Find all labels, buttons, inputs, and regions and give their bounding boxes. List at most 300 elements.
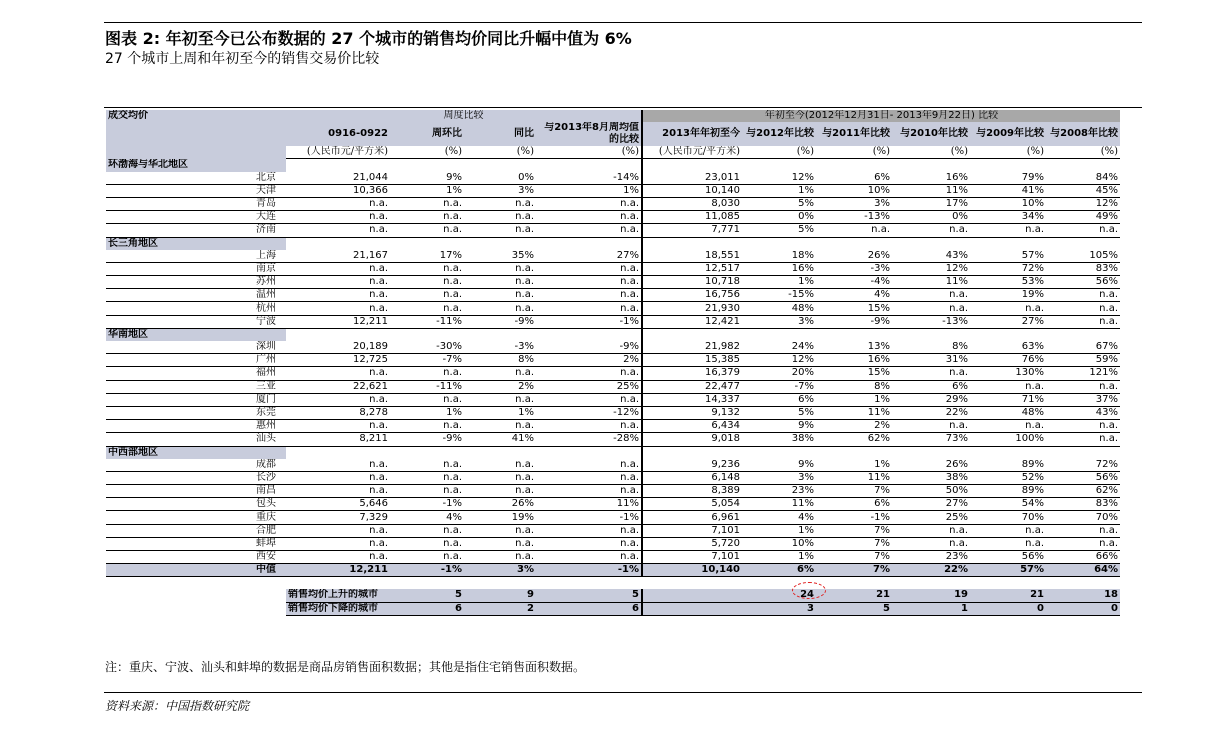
value-cell: n.a. (464, 551, 536, 564)
region-blank (464, 446, 536, 459)
value-cell: 23,011 (642, 172, 742, 185)
value-cell: n.a. (536, 537, 642, 550)
city-row (106, 459, 1120, 472)
value-cell: 72% (970, 262, 1046, 275)
unit-label: (%) (970, 146, 1046, 159)
region-blank (390, 237, 464, 250)
value-cell: 12,725 (286, 354, 390, 367)
value-cell: 3% (742, 315, 816, 328)
header-blank (106, 146, 286, 159)
value-cell: 10% (816, 184, 892, 197)
region-blank (970, 159, 1046, 172)
value-cell: 24% (742, 341, 816, 354)
header-row-columns (106, 122, 1120, 146)
source-line: 资料来源：中国指数研究院 (105, 699, 250, 713)
median-value: 7% (816, 564, 892, 577)
value-cell: 6,434 (642, 420, 742, 433)
value-cell: 8,389 (642, 485, 742, 498)
value-cell: n.a. (536, 197, 642, 210)
region-blank (816, 328, 892, 341)
column-header: 与2010年比较 (892, 122, 970, 146)
value-cell: n.a. (464, 197, 536, 210)
city-row (106, 420, 1120, 433)
value-cell: 8,211 (286, 433, 390, 446)
value-cell: 38% (892, 471, 970, 484)
value-cell: 20% (742, 367, 816, 380)
value-cell: 7,771 (642, 224, 742, 237)
value-cell: 26% (464, 498, 536, 511)
value-cell: -1% (816, 511, 892, 524)
count-blank-ytd (642, 589, 742, 602)
city-name: 广州 (106, 354, 286, 367)
value-cell: n.a. (390, 276, 464, 289)
value-cell: 15,385 (642, 354, 742, 367)
value-cell: 12,421 (642, 315, 742, 328)
count-row (106, 602, 1120, 615)
value-cell: n.a. (1046, 537, 1120, 550)
value-cell: 19% (464, 511, 536, 524)
region-blank (1046, 237, 1120, 250)
value-cell: n.a. (536, 485, 642, 498)
value-cell: 71% (970, 393, 1046, 406)
region-blank (1046, 159, 1120, 172)
value-cell: 34% (970, 211, 1046, 224)
median-value: -1% (536, 564, 642, 577)
region-blank (892, 446, 970, 459)
value-cell: 3% (742, 471, 816, 484)
value-cell: 17% (892, 197, 970, 210)
value-cell: n.a. (536, 367, 642, 380)
city-name: 厦门 (106, 393, 286, 406)
count-row (106, 589, 1120, 602)
city-name: 深圳 (106, 341, 286, 354)
value-cell: 79% (970, 172, 1046, 185)
value-cell: 25% (536, 380, 642, 393)
value-cell: 10,366 (286, 184, 390, 197)
value-cell: n.a. (286, 197, 390, 210)
value-cell: 70% (1046, 511, 1120, 524)
value-cell: 0% (742, 211, 816, 224)
value-cell: 41% (464, 433, 536, 446)
count-value: 0 (970, 602, 1046, 615)
unit-label: (%) (536, 146, 642, 159)
median-value: 22% (892, 564, 970, 577)
value-cell: n.a. (286, 485, 390, 498)
value-cell: 11,085 (642, 211, 742, 224)
value-cell: 7% (816, 537, 892, 550)
region-label: 中西部地区 (106, 446, 286, 459)
count-label: 销售均价下降的城市 (286, 602, 390, 615)
value-cell: 5,054 (642, 498, 742, 511)
city-row (106, 406, 1120, 419)
value-cell: 66% (1046, 551, 1120, 564)
region-blank (390, 328, 464, 341)
value-cell: 4% (816, 289, 892, 302)
city-row (106, 433, 1120, 446)
value-cell: n.a. (970, 380, 1046, 393)
city-row (106, 354, 1120, 367)
value-cell: 70% (970, 511, 1046, 524)
value-cell: 84% (1046, 172, 1120, 185)
city-row (106, 537, 1120, 550)
value-cell: 11% (816, 406, 892, 419)
price-comparison-table (106, 110, 1120, 616)
value-cell: n.a. (970, 420, 1046, 433)
value-cell: 0% (892, 211, 970, 224)
value-cell: 31% (892, 354, 970, 367)
count-value: 9 (464, 589, 536, 602)
value-cell: 1% (742, 276, 816, 289)
city-row (106, 341, 1120, 354)
value-cell: n.a. (536, 289, 642, 302)
value-cell: n.a. (390, 420, 464, 433)
value-cell: 56% (1046, 471, 1120, 484)
median-row (106, 564, 1120, 577)
value-cell: 11% (742, 498, 816, 511)
value-cell: n.a. (892, 224, 970, 237)
value-cell: 1% (816, 459, 892, 472)
value-cell: 52% (970, 471, 1046, 484)
median-label: 中值 (106, 564, 286, 577)
value-cell: -4% (816, 276, 892, 289)
value-cell: n.a. (464, 211, 536, 224)
value-cell: 27% (970, 315, 1046, 328)
value-cell: 1% (464, 406, 536, 419)
value-cell: n.a. (1046, 420, 1120, 433)
value-cell: 53% (970, 276, 1046, 289)
city-row (106, 302, 1120, 315)
value-cell: n.a. (892, 420, 970, 433)
count-value: 0 (1046, 602, 1120, 615)
region-label: 长三角地区 (106, 237, 286, 250)
value-cell: 59% (1046, 354, 1120, 367)
value-cell: -7% (742, 380, 816, 393)
value-cell: -9% (390, 433, 464, 446)
count-value: 2 (464, 602, 536, 615)
value-cell: 12% (1046, 197, 1120, 210)
city-row (106, 172, 1120, 185)
value-cell: n.a. (390, 551, 464, 564)
value-cell: -14% (536, 172, 642, 185)
value-cell: 45% (1046, 184, 1120, 197)
value-cell: 7,101 (642, 551, 742, 564)
city-row (106, 289, 1120, 302)
value-cell: -9% (536, 341, 642, 354)
value-cell: n.a. (390, 211, 464, 224)
value-cell: n.a. (390, 262, 464, 275)
figure-title: 图表 2: 年初至今已公布数据的 27 个城市的销售均价同比升幅中值为 6% (105, 29, 632, 48)
value-cell: -11% (390, 380, 464, 393)
median-value: 10,140 (642, 564, 742, 577)
value-cell: n.a. (286, 537, 390, 550)
region-blank (642, 237, 742, 250)
value-cell: 6,148 (642, 471, 742, 484)
value-cell: 21,167 (286, 250, 390, 263)
value-cell: n.a. (1046, 433, 1120, 446)
value-cell: -1% (536, 315, 642, 328)
figure-subtitle: 27 个城市上周和年初至今的销售交易价比较 (105, 51, 380, 67)
value-cell: 8% (892, 341, 970, 354)
highlight-circle (792, 582, 826, 599)
value-cell: n.a. (536, 262, 642, 275)
value-cell: 4% (742, 511, 816, 524)
value-cell: 7% (816, 551, 892, 564)
value-cell: 22,621 (286, 380, 390, 393)
value-cell: 15% (816, 302, 892, 315)
value-cell: 6,961 (642, 511, 742, 524)
value-cell: 48% (742, 302, 816, 315)
count-value: 1 (892, 602, 970, 615)
value-cell: n.a. (1046, 524, 1120, 537)
value-cell: 41% (970, 184, 1046, 197)
value-cell: 29% (892, 393, 970, 406)
value-cell: 5% (742, 197, 816, 210)
value-cell: n.a. (390, 485, 464, 498)
city-name: 天津 (106, 184, 286, 197)
value-cell: -3% (464, 341, 536, 354)
value-cell: n.a. (970, 524, 1046, 537)
value-cell: 6% (816, 172, 892, 185)
count-value: 24 (742, 589, 816, 602)
median-value: 12,211 (286, 564, 390, 577)
value-cell: 50% (892, 485, 970, 498)
value-cell: n.a. (390, 471, 464, 484)
city-row (106, 211, 1120, 224)
count-value: 21 (970, 589, 1046, 602)
value-cell: 54% (970, 498, 1046, 511)
value-cell: 27% (892, 498, 970, 511)
city-name: 福州 (106, 367, 286, 380)
value-cell: n.a. (286, 393, 390, 406)
value-cell: 105% (1046, 250, 1120, 263)
region-row (106, 159, 1120, 172)
value-cell: 89% (970, 485, 1046, 498)
city-row (106, 471, 1120, 484)
region-blank (1046, 328, 1120, 341)
footnote: 注：重庆、宁波、汕头和蚌埠的数据是商品房销售面积数据；其他是指住宅销售面积数据。 (105, 660, 586, 674)
region-row (106, 237, 1120, 250)
value-cell: 2% (464, 380, 536, 393)
value-cell: 3% (464, 184, 536, 197)
unit-label: (%) (464, 146, 536, 159)
city-name: 东莞 (106, 406, 286, 419)
value-cell: n.a. (536, 211, 642, 224)
value-cell: n.a. (892, 289, 970, 302)
value-cell: 25% (892, 511, 970, 524)
region-blank (536, 328, 642, 341)
value-cell: n.a. (536, 551, 642, 564)
value-cell: 35% (464, 250, 536, 263)
value-cell: n.a. (536, 459, 642, 472)
city-name: 长沙 (106, 471, 286, 484)
value-cell: n.a. (286, 459, 390, 472)
value-cell: 19% (970, 289, 1046, 302)
region-blank (286, 237, 390, 250)
value-cell: -9% (816, 315, 892, 328)
city-name: 北京 (106, 172, 286, 185)
city-row (106, 485, 1120, 498)
value-cell: 21,044 (286, 172, 390, 185)
value-cell: 48% (970, 406, 1046, 419)
city-name: 温州 (106, 289, 286, 302)
ytd-group-header: 年初至今(2012年12月31日- 2013年9月22日) 比较 (642, 110, 1120, 122)
median-value: -1% (390, 564, 464, 577)
count-label: 销售均价上升的城市 (286, 589, 390, 602)
city-row (106, 498, 1120, 511)
city-row (106, 315, 1120, 328)
column-header: 与2008年比较 (1046, 122, 1120, 146)
column-header: 2013年年初至今 (642, 122, 742, 146)
value-cell: 12% (892, 262, 970, 275)
value-cell: 7,101 (642, 524, 742, 537)
region-blank (536, 159, 642, 172)
city-name: 成都 (106, 459, 286, 472)
value-cell: 0% (464, 172, 536, 185)
column-header: 与2009年比较 (970, 122, 1046, 146)
region-blank (742, 328, 816, 341)
value-cell: -3% (816, 262, 892, 275)
value-cell: 9,018 (642, 433, 742, 446)
value-cell: -1% (536, 511, 642, 524)
value-cell: 1% (536, 184, 642, 197)
unit-label: (%) (816, 146, 892, 159)
unit-label: (%) (390, 146, 464, 159)
value-cell: 37% (1046, 393, 1120, 406)
count-value: 5 (536, 589, 642, 602)
value-cell: 7,329 (286, 511, 390, 524)
city-name: 包头 (106, 498, 286, 511)
column-header: 周环比 (390, 122, 464, 146)
region-blank (970, 237, 1046, 250)
value-cell: 56% (1046, 276, 1120, 289)
value-cell: 9,236 (642, 459, 742, 472)
value-cell: 15% (816, 367, 892, 380)
region-label: 环渤海与华北地区 (106, 159, 286, 172)
city-name: 合肥 (106, 524, 286, 537)
region-blank (816, 237, 892, 250)
median-value: 64% (1046, 564, 1120, 577)
value-cell: n.a. (286, 211, 390, 224)
value-cell: 3% (816, 197, 892, 210)
value-cell: n.a. (390, 302, 464, 315)
value-cell: n.a. (390, 224, 464, 237)
count-value: 6 (536, 602, 642, 615)
city-name: 南昌 (106, 485, 286, 498)
value-cell: 20,189 (286, 341, 390, 354)
city-row (106, 524, 1120, 537)
column-header: 同比 (464, 122, 536, 146)
value-cell: 62% (1046, 485, 1120, 498)
value-cell: n.a. (390, 459, 464, 472)
value-cell: n.a. (892, 537, 970, 550)
value-cell: 16% (816, 354, 892, 367)
value-cell: n.a. (464, 393, 536, 406)
value-cell: 21,982 (642, 341, 742, 354)
value-cell: -28% (536, 433, 642, 446)
value-cell: n.a. (286, 524, 390, 537)
value-cell: 56% (970, 551, 1046, 564)
count-value: 3 (742, 602, 816, 615)
value-cell: 6% (892, 380, 970, 393)
city-name: 杭州 (106, 302, 286, 315)
city-row (106, 262, 1120, 275)
city-name: 苏州 (106, 276, 286, 289)
value-cell: n.a. (286, 289, 390, 302)
region-blank (286, 159, 390, 172)
region-blank (892, 237, 970, 250)
city-name: 青岛 (106, 197, 286, 210)
value-cell: -1% (390, 498, 464, 511)
value-cell: 1% (816, 393, 892, 406)
region-blank (464, 328, 536, 341)
region-blank (464, 237, 536, 250)
column-header: 与2011年比较 (816, 122, 892, 146)
city-row (106, 184, 1120, 197)
city-row (106, 250, 1120, 263)
value-cell: 43% (892, 250, 970, 263)
value-cell: n.a. (286, 302, 390, 315)
median-value: 3% (464, 564, 536, 577)
value-cell: 43% (1046, 406, 1120, 419)
region-blank (742, 446, 816, 459)
city-row (106, 367, 1120, 380)
value-cell: n.a. (464, 485, 536, 498)
value-cell: 16,379 (642, 367, 742, 380)
region-blank (390, 446, 464, 459)
unit-label: (%) (1046, 146, 1120, 159)
value-cell: n.a. (464, 224, 536, 237)
value-cell: n.a. (1046, 315, 1120, 328)
value-cell: n.a. (390, 393, 464, 406)
value-cell: 38% (742, 433, 816, 446)
value-cell: 17% (390, 250, 464, 263)
value-cell: n.a. (286, 276, 390, 289)
value-cell: 23% (892, 551, 970, 564)
value-cell: n.a. (1046, 289, 1120, 302)
header-row-units (106, 146, 1120, 159)
value-cell: 10% (742, 537, 816, 550)
region-blank (892, 328, 970, 341)
value-cell: 100% (970, 433, 1046, 446)
value-cell: n.a. (464, 289, 536, 302)
value-cell: 8,278 (286, 406, 390, 419)
value-cell: 13% (816, 341, 892, 354)
value-cell: n.a. (464, 524, 536, 537)
city-row (106, 393, 1120, 406)
value-cell: n.a. (286, 420, 390, 433)
value-cell: 73% (892, 433, 970, 446)
region-blank (742, 237, 816, 250)
value-cell: 1% (390, 184, 464, 197)
corner-label: 成交均价 (106, 110, 286, 122)
value-cell: 11% (892, 276, 970, 289)
value-cell: -15% (742, 289, 816, 302)
value-cell: n.a. (286, 224, 390, 237)
value-cell: 10,718 (642, 276, 742, 289)
value-cell: n.a. (536, 471, 642, 484)
unit-label: (%) (742, 146, 816, 159)
value-cell: 1% (742, 184, 816, 197)
value-cell: 7% (816, 524, 892, 537)
region-blank (816, 159, 892, 172)
value-cell: n.a. (536, 224, 642, 237)
count-value: 5 (390, 589, 464, 602)
value-cell: 10,140 (642, 184, 742, 197)
table-top-rule (104, 107, 1142, 108)
value-cell: n.a. (536, 524, 642, 537)
value-cell: 121% (1046, 367, 1120, 380)
value-cell: n.a. (464, 420, 536, 433)
